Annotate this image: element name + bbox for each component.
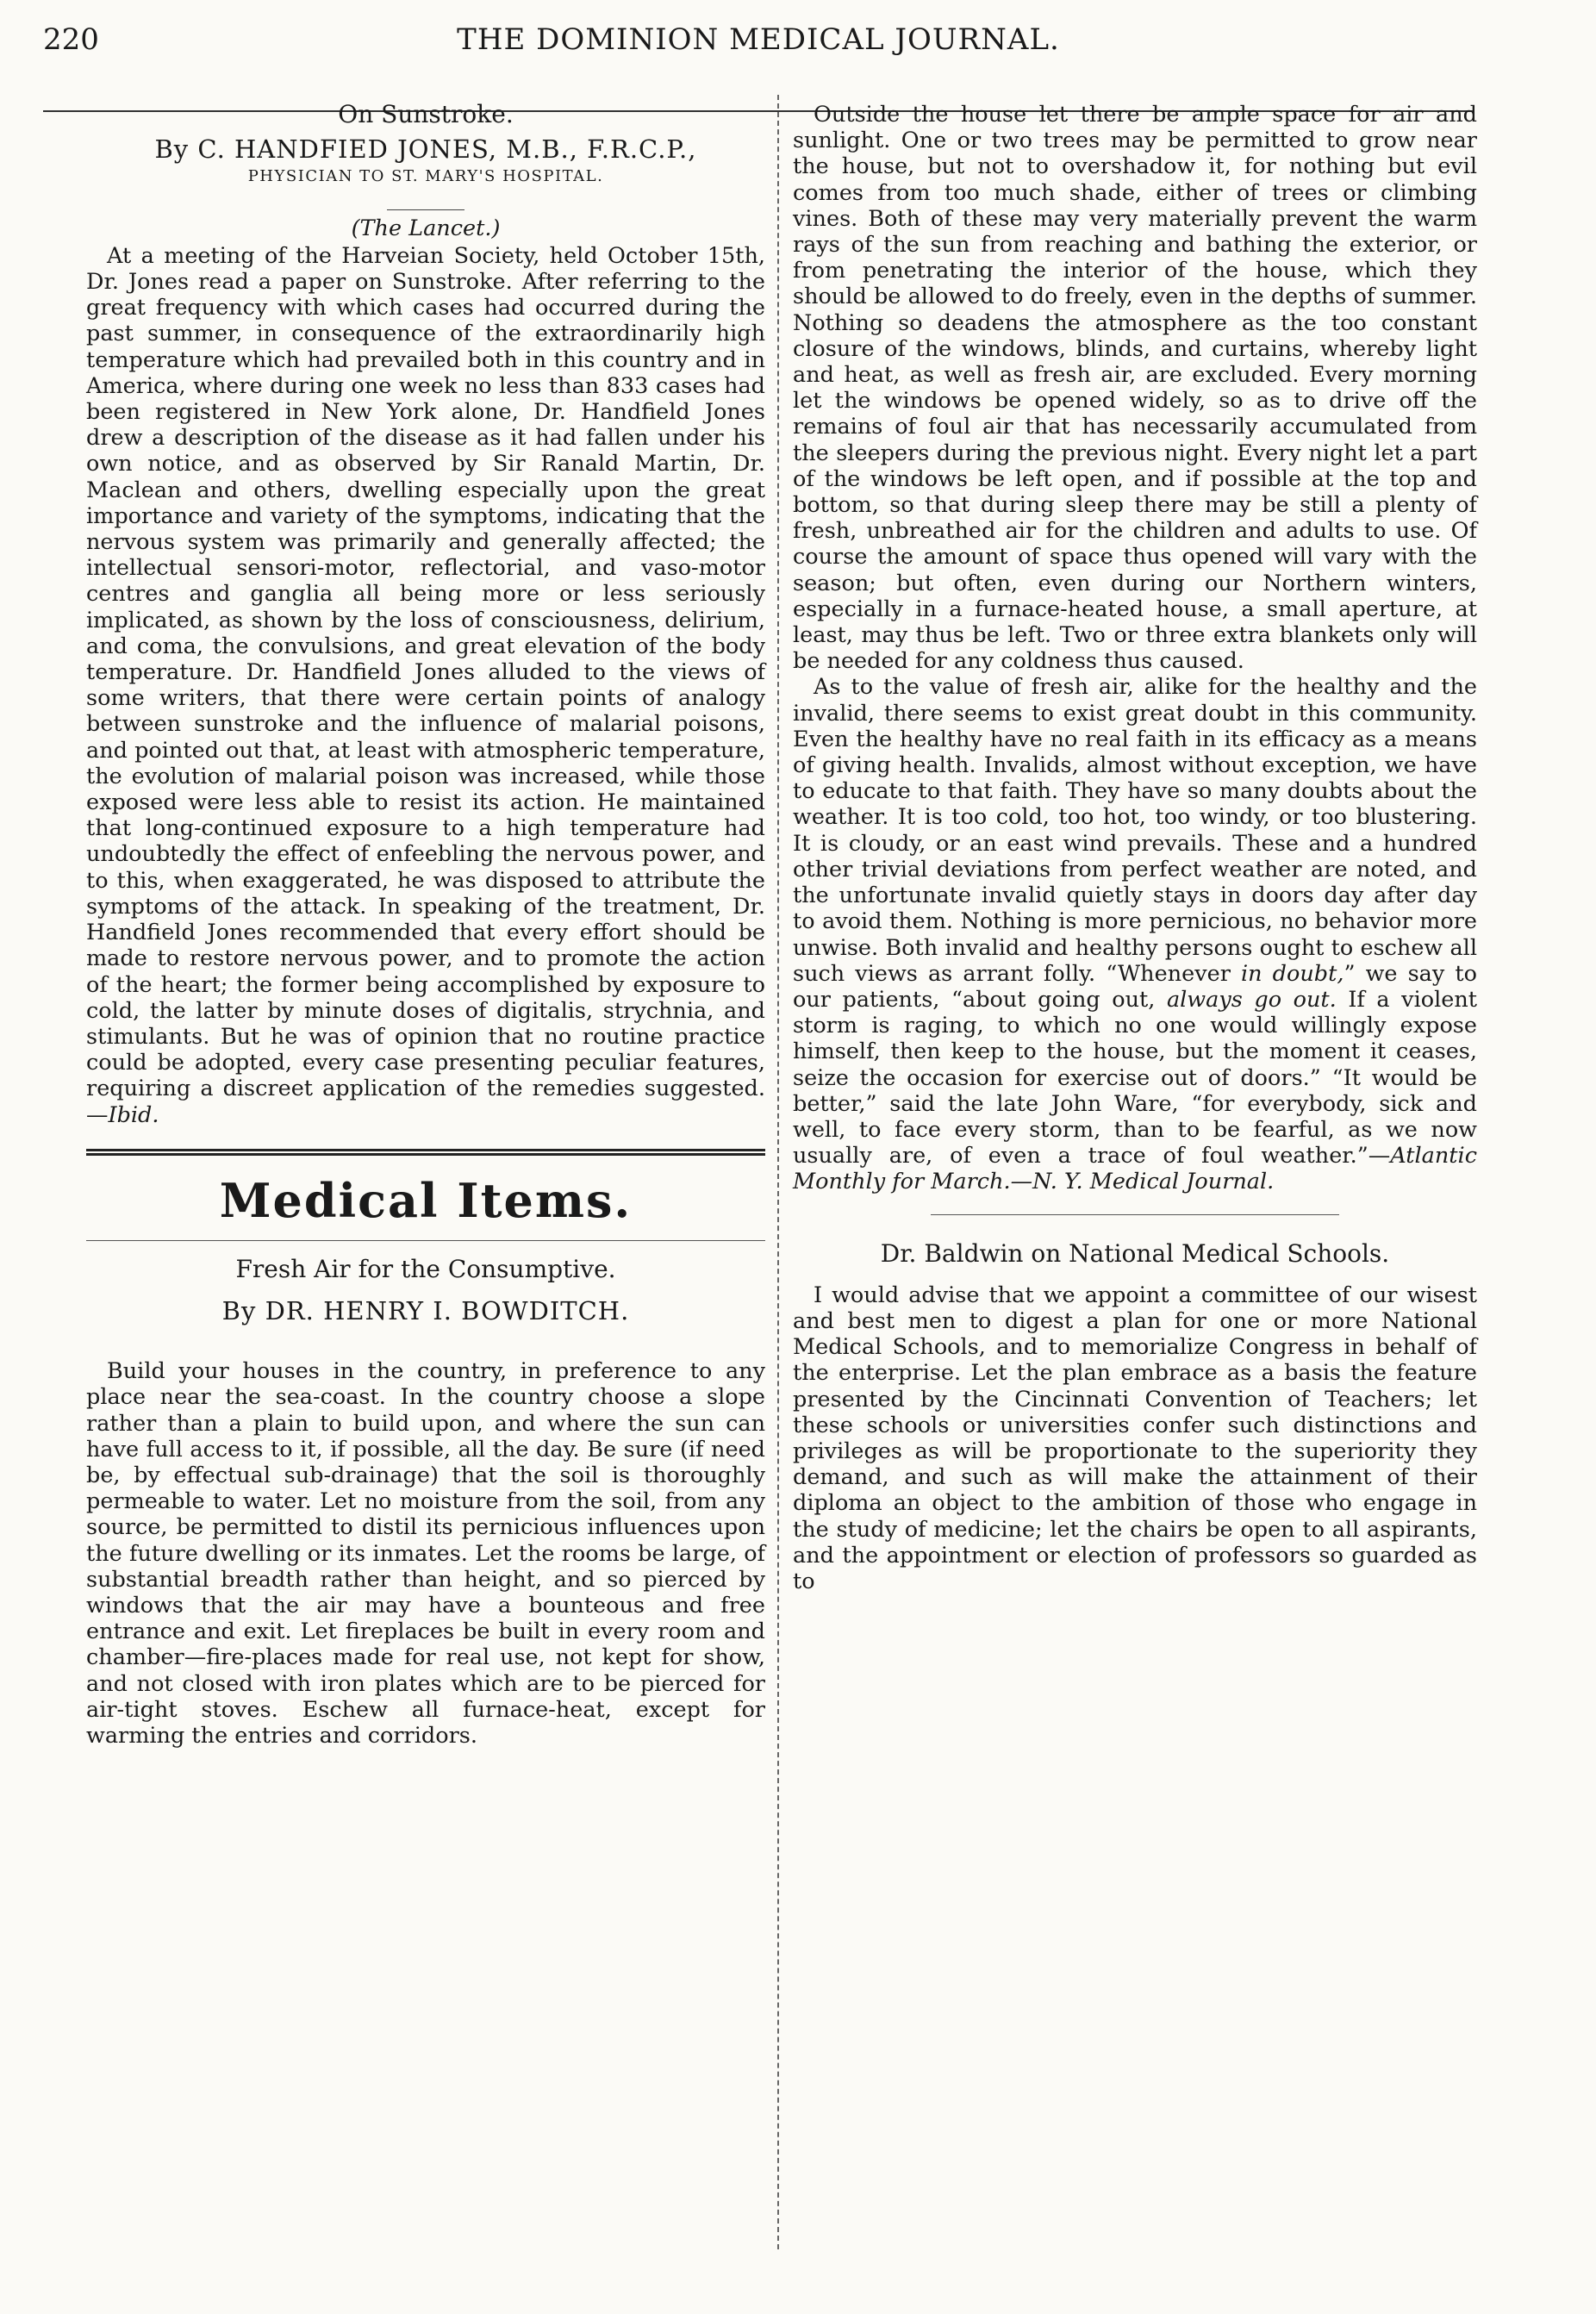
section-rule <box>86 1149 765 1156</box>
fresh-air-paragraph-1: Build your houses in the country, in preference to any place near the sea-coast. In the country choose a slope rather than a plain to build upon, and where the sun can have full access to it, if possible, all the day. Be sure (if need be, by effectual sub-drainage) that the soil is thoroughly permeable to water. Let no moisture from the soil, from any source, be permitted to distil its pernicious influences upon the future dwelling or its inmates. Let the rooms be large, of substantial breadth rather than height, and so pierced by windows that the air may have a bounteous and free entrance and exit. Let fireplaces be built in every room and chamber—fire-places made for real use, not kept for show, and not closed with iron plates which are to be pierced for air-tight stoves. Eschew all furnace-heat, except for warming the entries and corridors. <box>86 1358 765 1749</box>
fresh-air-paragraph-2: Outside the house let there be ample space for air and sunlight. One or two trees may be permitted to grow near the house, but not to overshadow it, for nothing but evil comes from too much shade, either of trees or climbing vines. Both of these may very materially prevent the warm rays of the sun from reaching and bathing the exterior, or from penetrating the interior of the house, which they should be allowed to do freely, even in the depths of summer. Nothing so deadens the atmosphere as the too constant closure of the windows, blinds, and curtains, whereby light and heat, as well as fresh air, are excluded. Every morning let the windows be opened widely, so as to drive off the remains of foul air that has necessarily accumulated from the sleepers during the previous night. Every night let a part of the windows be left open, and if possible at the top and bottom, so that during sleep there may be still a plenty of fresh, unbreathed air for the children and adults to use. Of course the amount of space thus opened will vary with the season; but often, even during our Northern winters, especially in a furnace-heated house, a small aperture, at least, may thus be left. Two or three extra blankets only will be needed for any coldness thus caused. <box>793 102 1477 675</box>
sunstroke-title: On Sunstroke. <box>338 100 514 128</box>
spacer <box>793 1267 1477 1282</box>
fresh-air-byline: By DR. HENRY I. BOWDITCH. <box>221 1295 630 1325</box>
medical-items-heading: Medical Items. <box>219 1172 633 1228</box>
fresh-air-source: Atlantic Monthly for March.—N. Y. Medical Journal. <box>793 1143 1477 1195</box>
para3-part-c: If a violent storm is raging, to which no one would willingly expose himself, then keep to the house, but the moment it ceases, seize the occasion for exercise out of doors.” “It would be better,” said the late John Ware, “for everybody, sick and well, to face every storm, than to be fearful, as we now usually are, of even a trace of foul weather.”— <box>793 986 1477 1169</box>
fresh-air-title: Fresh Air for the Consumptive. <box>235 1254 616 1283</box>
article-separator <box>931 1214 1339 1215</box>
fresh-air-paragraph-3 <box>793 674 1477 1194</box>
spacer <box>86 1324 765 1358</box>
para3-part-a: As to the value of fresh air, alike for the healthy and the invalid, there seems to exist great doubt in this community. Even the healthy have no real faith in its efficacy as a means of giving health. Invalids, almost without exception, we have to educate to that faith. They have so many doubts about the weather. It is too cold, too hot, too windy, or too blustering. It is cloudy, or an east wind prevails. These and a hundred other trivial deviations from perfect weather are noted, and the unfortunate invalid quietly stays in doors day after day to avoid them. Nothing is more pernicious, no behavior more unwise. Both invalid and healthy persons ought to eschew all such views as arrant folly. “Whenever <box>793 674 1477 987</box>
sunstroke-subline: PHYSICIAN TO ST. MARY'S HOSPITAL. <box>247 167 604 186</box>
short-rule <box>387 209 464 210</box>
sunstroke-ibid: Ibid. <box>108 1101 159 1128</box>
para3-always: always go out. <box>1166 986 1337 1013</box>
baldwin-body: I would advise that we appoint a committee of our wisest and best men to digest a plan for one or more National Medical Schools, and to memorialize Congress in behalf of the enterprise. Let the plan embrace as a basis the feature presented by the Cincinnati Convention of Teachers; let these schools or universities confer such distinctions and privileges as will be proportionate to the superiority they demand, and such as will make the attainment of their diploma an object to the ambition of those who engage in the study of medicine; let the chairs be open to all aspirants, and the appointment or election of professors so guarded as to <box>793 1282 1477 1594</box>
journal-title: THE DOMINION MEDICAL JOURNAL. <box>457 22 1060 57</box>
right-column-content <box>793 102 1477 1594</box>
baldwin-title: Dr. Baldwin on National Medical Schools. <box>880 1238 1390 1268</box>
sunstroke-body <box>86 243 765 1128</box>
heading-rule <box>86 1240 765 1241</box>
sunstroke-source: (The Lancet.) <box>351 215 501 241</box>
para3-part-b: ” we say to our patients, “about going out, <box>793 960 1477 1013</box>
column-divider <box>777 95 779 2249</box>
left-column <box>86 102 765 1749</box>
page-number: 220 <box>43 22 99 57</box>
sunstroke-body-text: At a meeting of the Harveian Society, held October 15th, Dr. Jones read a paper on Sunstroke. After referring to the great frequency with which cases had occurred during the past summer, in consequence of the extraordinarily high temperature which had prevailed both in this country and in America, where during one week no less than 833 cases had been registered in New York alone, Dr. Handfield Jones drew a description of the disease as it had fallen under his own notice, and as observed by Sir Ranald Martin, Dr. Maclean and others, dwelling especially upon the great importance and variety of the symptoms, indicating that the nervous system was primarily and generally affected; the intellectual sensori-motor, reflectorial, and vaso-motor centres and ganglia all being more or less seriously implicated, as shown by the loss of consciousness, delirium, and coma, the convulsions, and great elevation of the body temperature. Dr. Handfield Jones alluded to the views of some writers, that there were certain points of analogy between sunstroke and the influence of malarial poisons, and pointed out that, at least with atmospheric temperature, the evolution of malarial poison was increased, while those exposed were less able to resist its action. He maintained that long-continued exposure to a high temperature had undoubtedly the effect of enfeebling the nervous power, and to this, when exaggerated, he was disposed to attribute the symptoms of the attack. In speaking of the treatment, Dr. Handfield Jones recommended that every effort should be made to restore nervous power, and to promote the action of the heart; the former being accomplished by exposure to cold, the latter by minute doses of digitalis, strychnia, and stimulants. But he was of opinion that no routine practice could be adopted, every case presenting peculiar features, requiring a discreet application of the remedies suggested.— <box>86 242 765 1128</box>
para3-in-doubt: in doubt, <box>1241 960 1344 987</box>
running-head <box>43 16 1474 69</box>
sunstroke-byline: By C. HANDFIED JONES, M.B., F.R.C.P., <box>154 134 697 165</box>
